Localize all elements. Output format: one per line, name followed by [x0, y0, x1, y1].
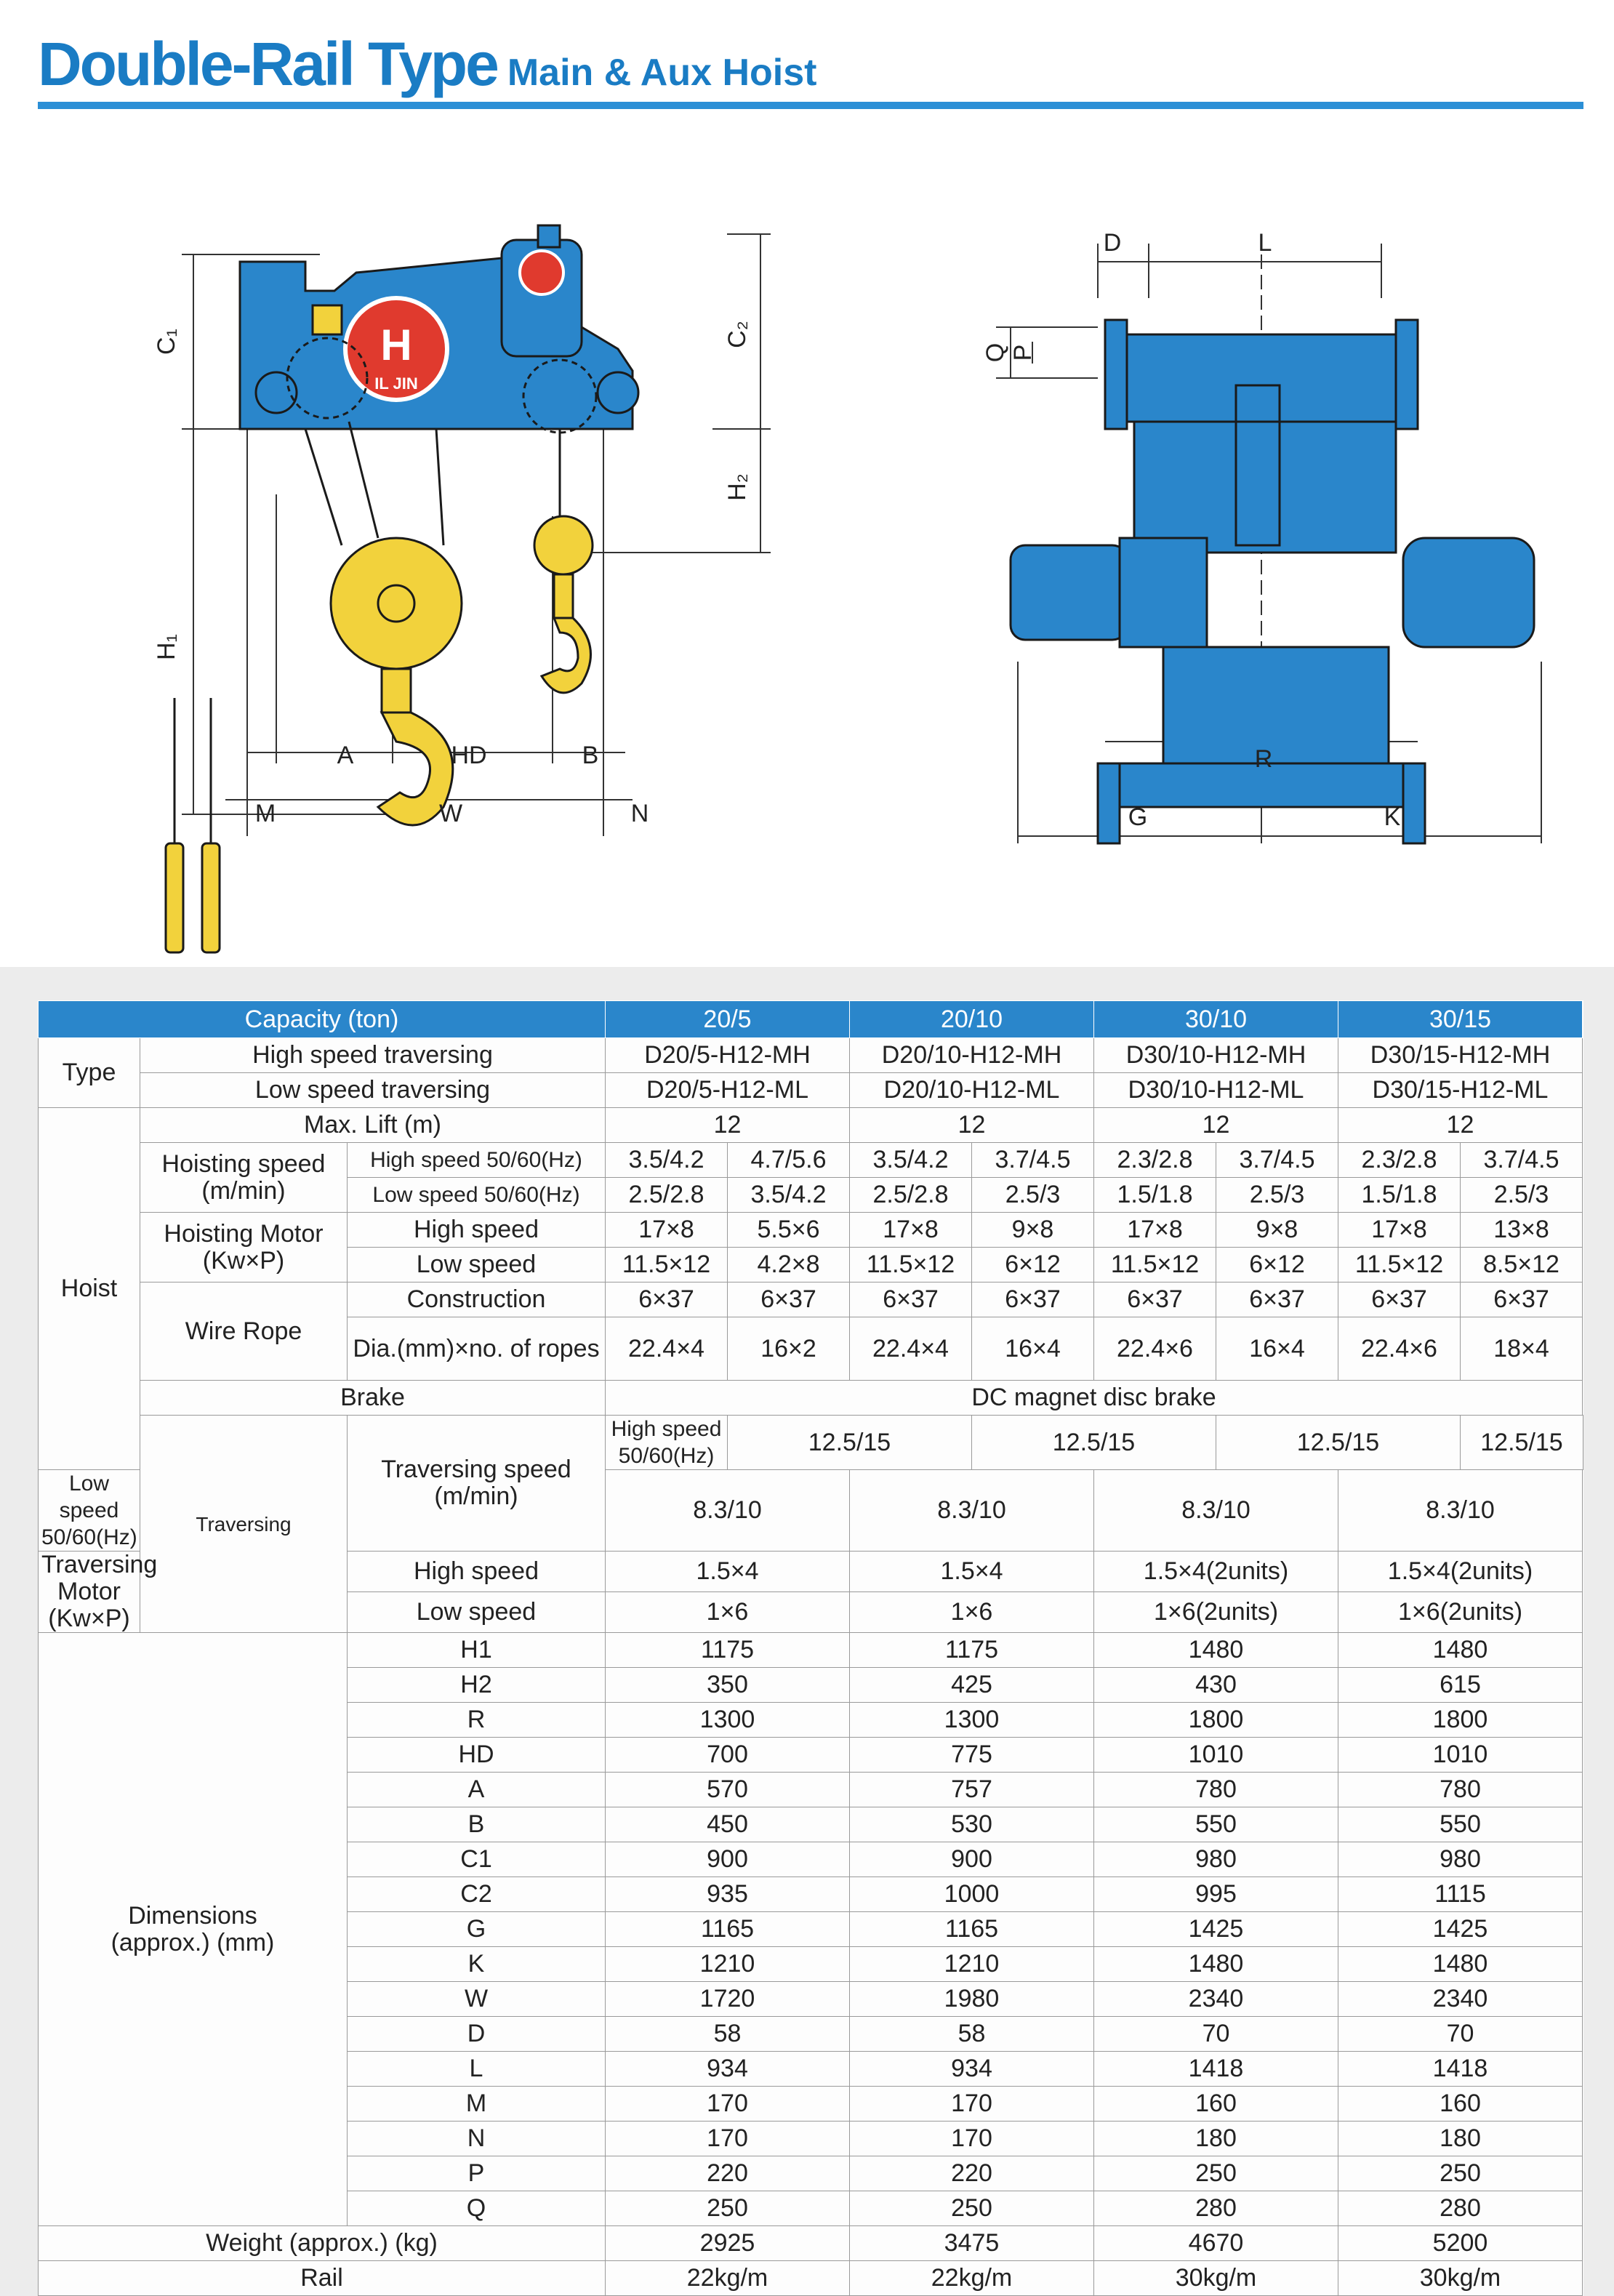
row-label: Low speed 50/60(Hz)	[348, 1178, 606, 1213]
table-cell: 70	[1338, 2017, 1583, 2052]
table-cell: 1000	[850, 1877, 1094, 1912]
svg-text:A: A	[337, 742, 354, 769]
table-cell: 934	[850, 2052, 1094, 2087]
row-label: Low speed 50/60(Hz)	[39, 1470, 140, 1552]
table-header-row	[39, 1001, 1583, 1038]
hoisting-motor-label	[140, 1213, 348, 1283]
table-cell: D20/5-H12-MH	[606, 1038, 850, 1073]
table-cell: 12.5/15	[1461, 1416, 1583, 1470]
svg-text:G: G	[1128, 803, 1148, 831]
table-cell: D30/10-H12-ML	[1094, 1073, 1338, 1108]
svg-text:H₁: H₁	[153, 633, 180, 661]
row-label: C1	[348, 1842, 606, 1877]
table-row	[39, 1143, 1583, 1178]
table-cell: 2925	[606, 2226, 850, 2261]
table-cell: 995	[1094, 1877, 1338, 1912]
svg-text:L: L	[1258, 229, 1272, 257]
table-cell: 1425	[1094, 1912, 1338, 1947]
table-cell: 280	[1094, 2191, 1338, 2226]
row-label: H1	[348, 1633, 606, 1668]
row-label: High speed	[348, 1552, 606, 1592]
table-cell: 18×4	[1461, 1317, 1583, 1381]
table-cell: 220	[606, 2156, 850, 2191]
table-cell: 1720	[606, 1982, 850, 2017]
table-cell: 450	[606, 1807, 850, 1842]
table-cell: 3.7/4.5	[1216, 1143, 1338, 1178]
table-row	[39, 2261, 1583, 2296]
table-cell: 180	[1094, 2122, 1338, 2156]
table-cell: 250	[850, 2191, 1094, 2226]
hoist-label: Hoist	[39, 1108, 140, 1470]
hoisting-speed-label	[140, 1143, 348, 1213]
row-label: R	[348, 1703, 606, 1738]
table-cell: 980	[1094, 1842, 1338, 1877]
table-cell: 30kg/m	[1094, 2261, 1338, 2296]
row-label: B	[348, 1807, 606, 1842]
table-cell: 615	[1338, 1668, 1583, 1703]
table-cell: 220	[850, 2156, 1094, 2191]
dimensions-section	[39, 1633, 1583, 2226]
table-cell: 1480	[1338, 1633, 1583, 1668]
spec-table	[38, 1000, 1583, 2296]
svg-text:R: R	[1254, 745, 1273, 773]
row-label: High speed	[348, 1213, 606, 1248]
table-cell: 570	[606, 1773, 850, 1807]
table-cell: 30kg/m	[1338, 2261, 1583, 2296]
table-cell: 280	[1338, 2191, 1583, 2226]
table-cell: 11.5×12	[606, 1248, 728, 1283]
row-label: Rail	[39, 2261, 606, 2296]
table-cell: 170	[606, 2122, 850, 2156]
table-cell: 8.3/10	[1338, 1470, 1583, 1552]
table-cell: 1980	[850, 1982, 1094, 2017]
table-cell: 900	[850, 1842, 1094, 1877]
table-cell: 6×37	[1461, 1283, 1583, 1317]
row-label: Max. Lift (m)	[140, 1108, 606, 1143]
table-cell: 3.7/4.5	[972, 1143, 1094, 1178]
table-cell: 6×37	[1216, 1283, 1338, 1317]
table-cell: 12.5/15	[728, 1416, 972, 1470]
table-cell: 2.5/3	[1216, 1178, 1338, 1213]
table-cell: D30/10-H12-MH	[1094, 1038, 1338, 1073]
table-cell: 550	[1094, 1807, 1338, 1842]
table-cell: 16×4	[972, 1317, 1094, 1381]
table-cell: 4670	[1094, 2226, 1338, 2261]
table-cell: 160	[1338, 2087, 1583, 2122]
label-line: (Kw×P)	[202, 1246, 285, 1275]
row-label: Low speed traversing	[140, 1073, 606, 1108]
table-cell: 180	[1338, 2122, 1583, 2156]
svg-text:N: N	[630, 800, 649, 827]
table-cell: 1×6(2units)	[1338, 1592, 1583, 1633]
table-cell: 5200	[1338, 2226, 1583, 2261]
traversing-speed-label	[348, 1416, 606, 1552]
table-cell: 934	[606, 2052, 850, 2087]
capacity-cell: 20/10	[850, 1001, 1094, 1038]
row-label: K	[348, 1947, 606, 1982]
table-cell: 1300	[606, 1703, 850, 1738]
table-row	[39, 1038, 1583, 1073]
table-cell: 780	[1094, 1773, 1338, 1807]
table-cell: 4.2×8	[728, 1248, 850, 1283]
table-cell: 170	[606, 2087, 850, 2122]
table-cell: 12	[850, 1108, 1094, 1143]
row-label: L	[348, 2052, 606, 2087]
svg-text:P: P	[1009, 344, 1037, 361]
table-cell: 1175	[606, 1633, 850, 1668]
table-cell: 935	[606, 1877, 850, 1912]
traversing-motor-label	[39, 1551, 158, 1633]
table-cell: 550	[1338, 1807, 1583, 1842]
table-cell: 3.5/4.2	[850, 1143, 972, 1178]
table-cell: 1×6	[606, 1592, 850, 1633]
table-cell: 2.5/2.8	[606, 1178, 728, 1213]
table-cell: 1.5×4	[606, 1552, 850, 1592]
page-title	[38, 29, 817, 100]
table-cell: 9×8	[972, 1213, 1094, 1248]
table-row	[39, 1073, 1583, 1108]
hoist-drawing	[0, 109, 1614, 960]
table-cell: 1800	[1094, 1703, 1338, 1738]
table-cell: 3.5/4.2	[728, 1178, 850, 1213]
table-cell: 2340	[1338, 1982, 1583, 2017]
table-cell: 1165	[606, 1912, 850, 1947]
table-cell: DC magnet disc brake	[606, 1381, 1583, 1416]
svg-text:M: M	[254, 800, 276, 827]
table-cell: 170	[850, 2122, 1094, 2156]
table-cell: 1480	[1094, 1947, 1338, 1982]
svg-text:H: H	[380, 321, 412, 369]
svg-text:C₂: C₂	[723, 321, 751, 348]
table-cell: 2.5/3	[972, 1178, 1094, 1213]
table-cell: 430	[1094, 1668, 1338, 1703]
row-label: Weight (approx.) (kg)	[39, 2226, 606, 2261]
table-cell: 1300	[850, 1703, 1094, 1738]
row-label: M	[348, 2087, 606, 2122]
label-line: (approx.) (mm)	[111, 1928, 275, 1956]
title-sub: Main & Aux Hoist	[507, 52, 817, 94]
table-cell: 8.5×12	[1461, 1248, 1583, 1283]
table-cell: 1.5/1.8	[1338, 1178, 1461, 1213]
row-label: Brake	[140, 1381, 606, 1416]
table-cell: 22kg/m	[850, 2261, 1094, 2296]
table-cell: 11.5×12	[850, 1248, 972, 1283]
table-cell: 11.5×12	[1094, 1248, 1216, 1283]
table-cell: 700	[606, 1738, 850, 1773]
table-cell: 1.5×4(2units)	[1338, 1552, 1583, 1592]
table-cell: 2.3/2.8	[1338, 1143, 1461, 1178]
table-cell: 1.5/1.8	[1094, 1178, 1216, 1213]
table-cell: 1210	[850, 1947, 1094, 1982]
table-cell: 22.4×6	[1094, 1317, 1216, 1381]
label-line: (Kw×P)	[48, 1605, 130, 1632]
table-cell: 22kg/m	[606, 2261, 850, 2296]
table-cell: 6×37	[1094, 1283, 1216, 1317]
row-label: Dia.(mm)×no. of ropes	[348, 1317, 606, 1381]
table-cell: 1480	[1338, 1947, 1583, 1982]
svg-text:B: B	[582, 742, 599, 769]
table-cell: 13×8	[1461, 1213, 1583, 1248]
capacity-label: Capacity (ton)	[39, 1001, 606, 1038]
table-cell: 1.5×4(2units)	[1094, 1552, 1338, 1592]
table-cell: 6×12	[1216, 1248, 1338, 1283]
table-cell: 1418	[1094, 2052, 1338, 2087]
table-row	[39, 2226, 1583, 2261]
table-cell: 17×8	[850, 1213, 972, 1248]
table-cell: 250	[1338, 2156, 1583, 2191]
title-rule	[38, 102, 1583, 109]
capacity-cell: 30/10	[1094, 1001, 1338, 1038]
table-cell: 2.5/2.8	[850, 1178, 972, 1213]
table-cell: 425	[850, 1668, 1094, 1703]
table-cell: 3475	[850, 2226, 1094, 2261]
table-cell: 1010	[1338, 1738, 1583, 1773]
svg-text:W: W	[438, 800, 463, 827]
table-cell: 775	[850, 1738, 1094, 1773]
table-cell: 6×37	[972, 1283, 1094, 1317]
table-cell: 6×37	[850, 1283, 972, 1317]
table-cell: 4.7/5.6	[728, 1143, 850, 1178]
table-cell: 170	[850, 2087, 1094, 2122]
table-cell: 12.5/15	[972, 1416, 1216, 1470]
table-cell: 160	[1094, 2087, 1338, 2122]
label-line: Dimensions	[128, 1901, 257, 1930]
row-label: Q	[348, 2191, 606, 2226]
table-row	[39, 1213, 1583, 1248]
table-cell: 3.7/4.5	[1461, 1143, 1583, 1178]
table-cell: 1800	[1338, 1703, 1583, 1738]
row-label: High speed 50/60(Hz)	[606, 1416, 728, 1470]
svg-text:K: K	[1384, 803, 1401, 831]
table-cell: 8.3/10	[1094, 1470, 1338, 1552]
capacity-cell: 30/15	[1338, 1001, 1583, 1038]
table-cell: 12	[1338, 1108, 1583, 1143]
row-label: A	[348, 1773, 606, 1807]
table-cell: 1010	[1094, 1738, 1338, 1773]
label-line: Hoisting speed	[161, 1149, 326, 1178]
table-cell: 16×4	[1216, 1317, 1338, 1381]
row-label: Low speed	[348, 1592, 606, 1633]
table-cell: 58	[850, 2017, 1094, 2052]
label-line: Hoisting Motor	[164, 1219, 324, 1248]
table-cell: 12.5/15	[1216, 1416, 1461, 1470]
table-cell: 250	[606, 2191, 850, 2226]
row-label: HD	[348, 1738, 606, 1773]
table-cell: 17×8	[1338, 1213, 1461, 1248]
table-cell: D20/10-H12-ML	[850, 1073, 1094, 1108]
table-cell: 6×37	[728, 1283, 850, 1317]
label-line: (m/min)	[434, 1482, 518, 1510]
table-cell: 1165	[850, 1912, 1094, 1947]
svg-text:C₁: C₁	[153, 328, 180, 356]
capacity-cell: 20/5	[606, 1001, 850, 1038]
table-cell: 1×6	[850, 1592, 1094, 1633]
table-cell: 22.4×4	[850, 1317, 972, 1381]
label-line: Traversing Motor	[41, 1551, 158, 1605]
svg-text:HD: HD	[451, 742, 487, 769]
label-line: Traversing speed	[381, 1456, 571, 1483]
row-label: G	[348, 1912, 606, 1947]
table-cell: 6×37	[606, 1283, 728, 1317]
svg-text:H₂: H₂	[723, 473, 751, 501]
table-cell: 1175	[850, 1633, 1094, 1668]
table-cell: 12	[606, 1108, 850, 1143]
table-row	[39, 1283, 1583, 1317]
table-row	[39, 1381, 1583, 1416]
table-cell: 1480	[1094, 1633, 1338, 1668]
wire-rope-label: Wire Rope	[140, 1283, 348, 1381]
table-cell: D30/15-H12-ML	[1338, 1073, 1583, 1108]
table-cell: 2.3/2.8	[1094, 1143, 1216, 1178]
table-cell: 2.5/3	[1461, 1178, 1583, 1213]
title-main: Double-Rail Type	[38, 30, 497, 98]
table-cell: 757	[850, 1773, 1094, 1807]
table-cell: 2340	[1094, 1982, 1338, 2017]
table-cell: 8.3/10	[850, 1470, 1094, 1552]
row-label: W	[348, 1982, 606, 2017]
table-cell: 1115	[1338, 1877, 1583, 1912]
table-cell: 980	[1338, 1842, 1583, 1877]
table-cell: 8.3/10	[606, 1470, 850, 1552]
dimensions-label	[39, 1633, 348, 2226]
table-cell: 11.5×12	[1338, 1248, 1461, 1283]
table-cell: 780	[1338, 1773, 1583, 1807]
table-cell: 900	[606, 1842, 850, 1877]
row-label: N	[348, 2122, 606, 2156]
table-cell: 1×6(2units)	[1094, 1592, 1338, 1633]
table-cell: 1418	[1338, 2052, 1583, 2087]
table-cell: D20/10-H12-MH	[850, 1038, 1094, 1073]
table-cell: D30/15-H12-MH	[1338, 1038, 1583, 1073]
table-cell: 9×8	[1216, 1213, 1338, 1248]
table-cell: 1.5×4	[850, 1552, 1094, 1592]
table-row	[39, 1633, 1583, 1668]
table-cell: D20/5-H12-ML	[606, 1073, 850, 1108]
table-cell: 22.4×6	[1338, 1317, 1461, 1381]
table-cell: 3.5/4.2	[606, 1143, 728, 1178]
table-cell: 5.5×6	[728, 1213, 850, 1248]
row-label: Low speed	[348, 1248, 606, 1283]
row-label: C2	[348, 1877, 606, 1912]
table-row	[39, 1108, 1583, 1143]
table-cell: 12	[1094, 1108, 1338, 1143]
label-line: (m/min)	[201, 1176, 286, 1205]
row-label: Construction	[348, 1283, 606, 1317]
table-cell: 530	[850, 1807, 1094, 1842]
table-cell: 250	[1094, 2156, 1338, 2191]
table-cell: 70	[1094, 2017, 1338, 2052]
table-cell: 58	[606, 2017, 850, 2052]
table-cell: 22.4×4	[606, 1317, 728, 1381]
side-view	[166, 225, 771, 952]
svg-text:D: D	[1103, 229, 1122, 257]
row-label: H2	[348, 1668, 606, 1703]
table-cell: 17×8	[606, 1213, 728, 1248]
table-cell: 6×37	[1338, 1283, 1461, 1317]
table-cell: 16×2	[728, 1317, 850, 1381]
table-cell: 6×12	[972, 1248, 1094, 1283]
svg-text:IL JIN: IL JIN	[374, 374, 418, 393]
row-label: D	[348, 2017, 606, 2052]
table-cell: 1210	[606, 1947, 850, 1982]
row-label: High speed traversing	[140, 1038, 606, 1073]
table-cell: 17×8	[1094, 1213, 1216, 1248]
traversing-label: Traversing	[140, 1416, 348, 1633]
row-label: P	[348, 2156, 606, 2191]
table-cell: 350	[606, 1668, 850, 1703]
svg-text:Q: Q	[981, 342, 1009, 363]
table-row	[39, 1416, 1583, 1470]
type-label: Type	[39, 1038, 140, 1108]
row-label: High speed 50/60(Hz)	[348, 1143, 606, 1178]
table-cell: 1425	[1338, 1912, 1583, 1947]
